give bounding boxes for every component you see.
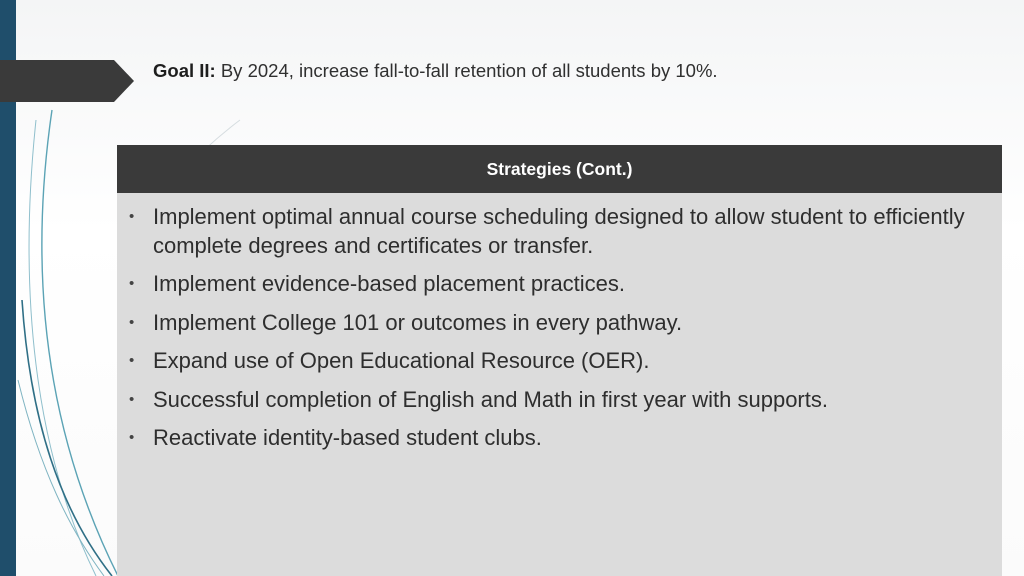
bullet-icon: • [129, 352, 135, 369]
strategy-text: Reactivate identity-based student clubs. [153, 425, 542, 450]
goal-arrow-marker [0, 60, 134, 102]
strategy-item-2 [129, 270, 972, 299]
bullet-icon: • [129, 429, 135, 446]
bullet-icon: • [129, 313, 135, 331]
strategy-text: Implement optimal annual course scheduling designed to allow student to efficiently complete degrees and certificates or transfer. [153, 204, 965, 258]
strategy-text: Successful completion of English and Math in first year with supports. [153, 386, 828, 412]
bullet-icon: • [129, 208, 135, 225]
goal-label: Goal II: [153, 60, 216, 81]
strategy-text: Implement evidence-based placement practices. [153, 271, 626, 296]
goal-text: By 2024, increase fall-to-fall retention of all students by 10%. [220, 60, 718, 81]
strategy-item-5 [129, 386, 972, 415]
strategies-header: Strategies (Cont.) [117, 145, 1002, 193]
strategy-text: Implement College 101 or outcomes in every pathway. [153, 309, 683, 335]
bullet-icon: • [129, 390, 135, 408]
strategies-panel [117, 145, 1002, 576]
strategy-item-6 [129, 424, 972, 453]
bullet-icon: • [129, 275, 135, 292]
goal-title [153, 58, 913, 84]
strategy-item-4 [129, 347, 972, 376]
decorative-curve-1 [42, 110, 118, 576]
strategy-text: Expand use of Open Educational Resource (OER). [153, 348, 650, 373]
strategy-item-3 [129, 309, 972, 338]
strategies-list [117, 193, 1002, 453]
strategy-item-1 [129, 203, 972, 260]
